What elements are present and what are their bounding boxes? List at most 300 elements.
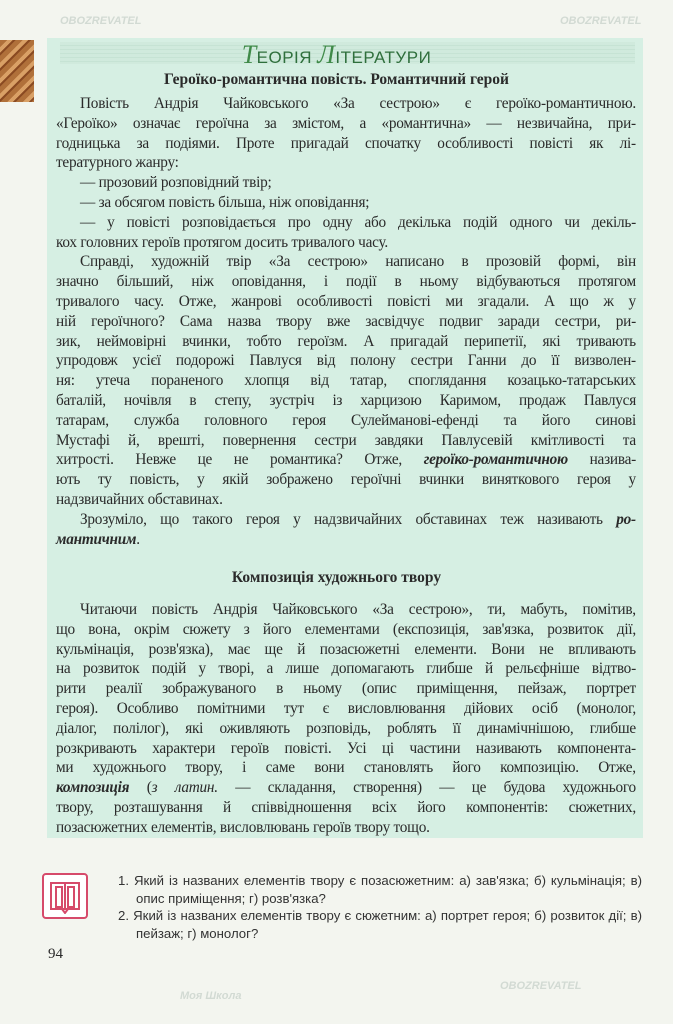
word: одну [322,213,353,231]
text-segment: мантичним [56,530,137,548]
word [482,620,533,640]
word: розповідається [181,213,276,231]
word [417,798,445,818]
word: значно [56,273,99,291]
word: художнього [92,759,167,777]
text-line [56,252,636,272]
word: хитрості. [56,451,114,469]
word [176,351,235,371]
text-line [56,272,636,292]
word [569,798,636,818]
word: твору [276,312,312,330]
word [151,252,209,272]
word [183,620,231,640]
word [574,351,635,371]
word [265,640,283,660]
word: він [616,253,636,271]
word: головного [204,411,268,429]
word [214,391,251,411]
word: художнього [562,779,636,797]
word: повісті [529,134,573,152]
word [453,719,461,739]
word [263,620,291,640]
word [182,213,276,233]
watermark: OBOZREVATEL [560,15,642,27]
text-segment: надзвичайних обставинах. [56,490,223,508]
word [149,640,214,660]
word [244,371,289,391]
word [486,252,541,272]
word [135,450,176,470]
word: Повість [80,95,129,112]
word [320,640,400,660]
word [500,758,579,778]
word [564,213,579,233]
word [133,351,161,371]
word: споглядання [408,372,487,390]
word [96,371,130,391]
word: з [243,620,250,638]
word: зображуваного [162,680,257,698]
word [439,312,482,332]
word: (експозиція, [392,620,470,638]
word [364,758,433,778]
word [333,94,354,114]
word [56,798,93,818]
word [317,351,336,371]
word [314,510,402,530]
word: козацько-татарських [507,372,636,390]
word [247,332,282,352]
word: у [628,292,636,310]
word [242,758,246,778]
word [382,114,471,134]
word: при- [607,114,636,132]
word [130,470,180,490]
word [323,213,353,233]
word [223,94,308,114]
word [196,114,249,134]
word: ють [56,471,81,489]
text-line [56,600,636,620]
word: героїв [230,739,269,757]
word [350,351,395,371]
page-number: 94 [48,946,63,962]
word [98,470,112,490]
word [518,679,567,699]
word: частини [409,739,461,757]
text-line [56,679,636,699]
word: складання, [267,779,336,797]
word [298,332,348,352]
text-line [56,391,636,411]
word: будова [503,779,546,797]
word: і [323,273,328,291]
word: подвиг [439,312,483,330]
word: її [452,719,461,737]
word: героїко-романтичною [423,451,568,469]
word: ці [381,739,394,757]
word [219,719,289,739]
word: сестри, [554,312,601,330]
word: від [310,372,329,390]
word [113,719,169,739]
text-line [56,193,636,213]
word [590,719,636,739]
word [555,312,601,332]
text-line [56,530,636,550]
word [249,351,301,371]
word [56,719,97,739]
text-line [56,94,636,114]
word [147,778,158,798]
word [350,371,387,391]
word [365,312,424,332]
word: у [197,471,205,489]
word [56,739,137,759]
word: «романтична» [381,114,471,132]
word: Читаючи [80,601,137,618]
text-line [56,431,636,451]
word [235,778,250,798]
word: татар, [350,372,387,390]
word [204,411,267,431]
text-segment: . [136,530,140,548]
word: ж [603,292,614,310]
text-segment: — прозовий розповідний твір; [80,174,272,192]
word: баталій, [56,391,106,409]
word [332,391,342,411]
word [152,659,186,679]
word: допомагають [331,660,414,678]
word [452,758,480,778]
word: Вони [491,640,525,658]
word [592,213,636,233]
word [56,431,110,451]
word: пораненого [151,372,224,390]
word: хлопця [244,372,290,390]
word [478,292,529,312]
word [531,431,605,451]
word: такого [192,510,233,528]
title-text: ЕОРІЯ [256,48,318,67]
word [56,134,120,154]
word [617,252,636,272]
word [420,272,459,292]
word [269,252,290,272]
word [485,659,493,679]
word: а [359,114,367,132]
word: перипетії, [464,332,527,350]
word: повернення [222,431,296,449]
word [505,659,579,679]
title-text: ІТЕРАТУРИ [335,48,432,67]
word: Чайковського [272,601,358,618]
word: усієї [132,352,161,370]
word [409,600,473,620]
word: називають [475,739,542,757]
heading-composition: Композиція художнього твору [231,569,442,586]
word: Отже, [598,759,636,777]
word: не [233,451,249,469]
word: відбуваються [476,273,561,291]
word [530,134,573,154]
text-line [56,450,636,470]
word: якій [222,471,249,489]
word: сестри [314,431,357,449]
word: вона, [88,620,121,638]
word: ( [146,779,152,797]
word: є [464,95,472,112]
word: — [80,213,96,231]
word [152,739,215,759]
word: елементи. [414,640,477,658]
word [56,679,86,699]
word [314,758,344,778]
word [568,640,636,660]
word [521,351,536,371]
word [165,134,219,154]
word [359,114,366,134]
word: кмітливості [530,431,605,449]
word: зображено [266,471,333,489]
word: оповідання, [231,273,306,291]
word [426,659,472,679]
word [267,659,274,679]
text-line [56,620,636,640]
word: лі- [619,134,636,152]
word: і [242,759,247,777]
word [93,758,166,778]
word: повість, [129,471,180,489]
word: протягом [578,273,636,291]
word [234,450,248,470]
word: подіями. [165,134,220,152]
word [385,252,444,272]
word [198,450,212,470]
word [424,450,568,470]
word: характери [152,739,216,757]
word: створення) [353,779,422,797]
word [56,371,75,391]
word [244,620,250,640]
word [231,739,269,759]
word: ри- [615,312,636,330]
word: її [551,352,560,370]
word: виняткового [481,471,560,489]
word [56,312,76,332]
word: рельєфніше [505,660,580,678]
word: розкривають [56,739,137,757]
word [56,292,119,312]
word [558,252,599,272]
word [305,620,380,640]
text-line [56,371,636,391]
word [117,272,174,292]
word: тривають [576,332,636,350]
word: твору, [56,798,94,816]
text-line [56,510,636,530]
word: Проте [235,134,275,152]
word: написано [385,253,445,271]
word [228,640,250,660]
word: ми [445,292,463,310]
word: повісті [387,292,431,310]
word [182,332,230,352]
word [372,600,393,620]
text-line [56,173,636,193]
word: із [332,391,343,409]
word: ми [56,759,74,777]
word: «За [268,253,291,271]
word: має [227,640,250,658]
word [80,600,137,620]
word: Особливо [116,699,179,717]
word [347,739,366,759]
word [117,699,178,719]
word: ньому [303,680,342,698]
word [382,739,394,759]
word [264,114,276,134]
word: вже [326,312,351,330]
word [83,659,139,679]
word: лише [285,660,319,678]
word [544,292,555,312]
word: у [107,213,115,231]
word: А [543,292,555,310]
word: в [461,253,469,271]
word [303,679,342,699]
word: розвиток [82,660,140,678]
word [353,778,422,798]
word: приміщення, [416,680,498,698]
word: впливають [568,640,636,658]
word: його [417,798,446,816]
word [56,659,70,679]
word [440,391,501,411]
word [180,312,212,332]
word: харцизою [360,391,422,409]
word: тривалого [56,292,120,310]
word [134,411,179,431]
word: упродовж [56,352,118,370]
word: подій [151,660,187,678]
word [199,659,206,679]
word: завдяки [374,431,424,449]
word [56,411,109,431]
word: вчинки, [182,332,231,350]
word: — [439,779,455,797]
word: за [136,134,149,152]
word: «За [372,601,394,618]
word: формі, [558,253,600,271]
word [472,778,486,798]
word [364,450,402,470]
word [114,798,203,818]
word: на [56,660,71,678]
word: подій [462,213,498,231]
word: Сама [179,312,213,330]
word: тобто [246,332,282,350]
word: ще [264,640,283,658]
word [197,470,204,490]
word [462,252,469,272]
word [576,699,635,719]
word [327,312,350,332]
word: ти, [487,601,506,618]
text-line [56,758,636,778]
word [629,292,636,312]
word [586,679,636,699]
word [416,510,487,530]
word: всіх [371,798,397,816]
word [411,351,453,371]
word [595,411,636,431]
word [578,272,636,292]
text-line [56,719,636,739]
word: це [471,779,487,797]
word [577,332,636,352]
word: згадали. [477,292,530,310]
word: сестри [410,352,453,370]
word [563,778,636,798]
word: ніж [191,273,214,291]
text-line [56,114,636,134]
word [56,699,98,719]
word: служба [133,411,180,429]
word: у [293,510,301,528]
word [308,252,368,272]
word [288,213,311,233]
text-line [56,659,636,679]
word [213,600,257,620]
word [291,134,349,154]
word: повісті. [284,739,332,757]
word [629,470,636,490]
word: як [589,134,604,152]
text-line [56,470,636,490]
word: (монолог, [576,699,636,717]
word: діалог, [56,719,97,737]
word: за [264,114,277,132]
word: засвідчує [365,312,424,330]
word: компонентів: [466,798,549,816]
word: ня: [56,372,75,390]
text-line [56,213,636,233]
word [231,292,282,312]
word [542,332,560,352]
word [380,94,440,114]
word: Павлусевій [441,431,513,449]
word [56,470,80,490]
word [441,431,512,451]
word: ту [98,471,112,489]
word [272,600,357,620]
word [56,351,117,371]
word [408,371,486,391]
word [324,272,328,292]
word: полону [350,352,396,370]
word: зик, [56,332,81,350]
word [310,371,329,391]
word [519,391,566,411]
word: його [262,620,292,638]
word: героя [245,510,280,528]
word [521,600,568,620]
word [590,450,636,470]
word [584,391,636,411]
word: повісті [126,213,170,231]
